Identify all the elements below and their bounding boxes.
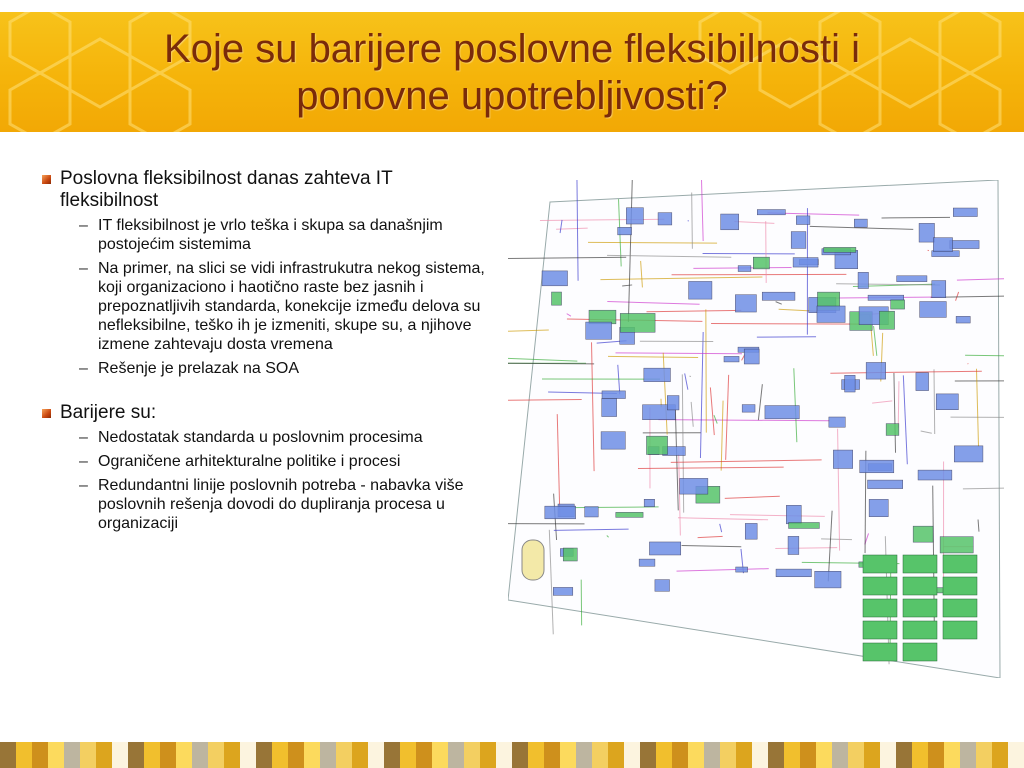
sub-list-2 (40, 428, 490, 533)
list-item-text: Nedostatak standarda u poslovnim procesima (98, 429, 423, 446)
section-heading-text: Barijere su: (60, 402, 157, 423)
square-bullet-icon (42, 409, 51, 418)
slide-content (40, 168, 490, 551)
title-line-2: ponovne upotrebljivosti? (296, 74, 728, 118)
list-item-text: Redundantni linije poslovnih potreba - nabavka više poslovnih rešenja dovodi do dupliranja procesa u organizaciji (98, 477, 464, 532)
section-heading-1 (40, 168, 490, 212)
sub-list-1 (40, 216, 490, 378)
title-band (0, 12, 1024, 132)
infrastructure-diagram-image (508, 180, 1004, 678)
list-item: – IT fleksibilnost je vrlo teška i skupa sa današnjim postojećim sistemima (79, 217, 443, 253)
list-item: – Na primer, na slici se vidi infrastrukutra nekog sistema, koji organizaciono i haotično raste bez jasnih i prepoznatljivih standarda, konekcije između delova su nefleksibilne, teško ih je izmeniti, skupe su, a njihove izmene zahtevaju dosta vremena (79, 260, 485, 353)
list-item-text: Ograničene arhitekturalne politike i procesi (98, 453, 401, 470)
title-line-1: Koje su barijere poslovne fleksibilnosti i (164, 27, 860, 71)
list-item-text: IT fleksibilnost je vrlo teška i skupa sa današnjim postojećim sistemima (98, 217, 443, 253)
list-item: – Rešenje je prelazak na SOA (79, 360, 299, 377)
decorative-footer-strip (0, 742, 1024, 768)
list-item-text: Rešenje je prelazak na SOA (98, 360, 299, 377)
list-item: – Redundantni linije poslovnih potreba - nabavka više poslovnih rešenja dovodi do dupliranja procesa u organizaciji (79, 477, 464, 532)
list-item: – Nedostatak standarda u poslovnim procesima (79, 429, 423, 446)
slide-title (0, 26, 1024, 120)
section-heading-2 (40, 402, 490, 424)
square-bullet-icon (42, 175, 51, 184)
list-item: – Ograničene arhitekturalne politike i procesi (79, 453, 401, 470)
section-heading-text: Poslovna fleksibilnost danas zahteva IT fleksibilnost (60, 168, 393, 211)
list-item-text: Na primer, na slici se vidi infrastrukutra nekog sistema, koji organizaciono i haotično raste bez jasnih i prepoznatljivih standarda, konekcije između delova su nefleksibilne, teško ih je izmeniti, skupe su, a njihove izmene zahtevaju dosta vremena (98, 260, 485, 353)
